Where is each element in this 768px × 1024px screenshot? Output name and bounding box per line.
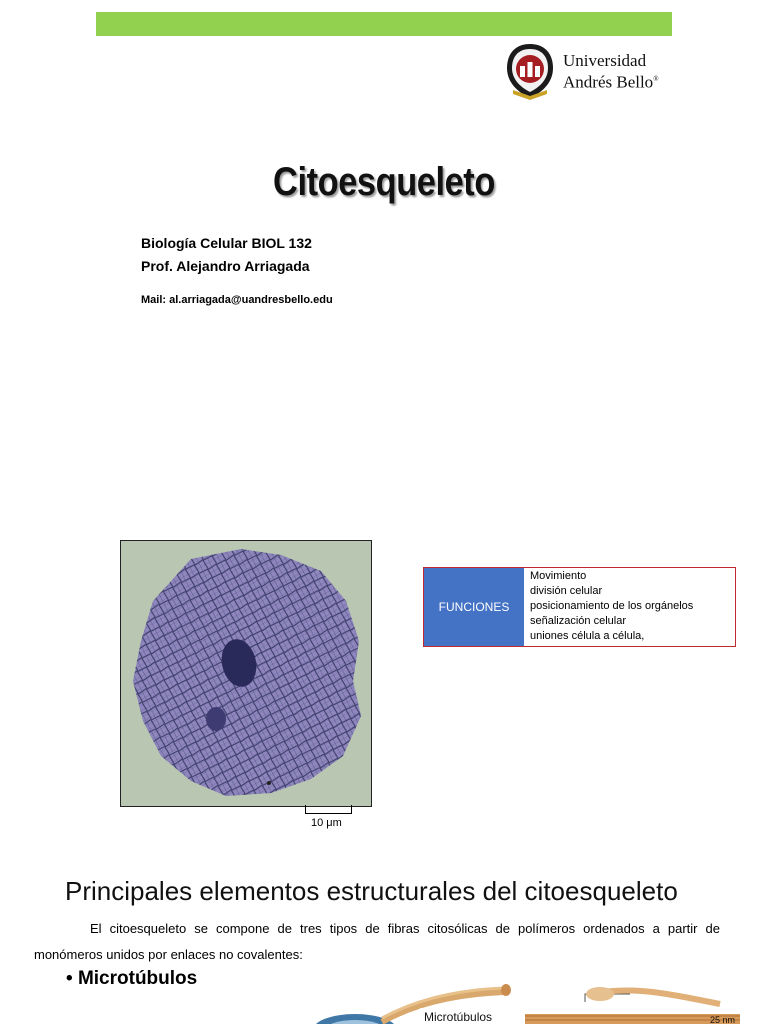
funcion-item: señalización celular (530, 615, 626, 627)
bottom-figure-label: Microtúbulos (424, 1010, 493, 1024)
university-name-line2: Andrés Bello (563, 72, 654, 92)
bottom-figure-size: 25 nm (710, 1015, 736, 1024)
course-name: Biología Celular BIOL 132 (141, 235, 312, 251)
section-heading: Principales elementos estructurales del citoesqueleto (65, 876, 678, 906)
intro-paragraph-text: El citoesqueleto se compone de tres tipos de fibras citosólicas de polímeros ordenados a partir de monómeros unidos por enlaces no covalentes: (34, 921, 720, 962)
course-info (141, 232, 312, 278)
registered-mark: ® (653, 75, 659, 83)
university-name (563, 52, 659, 92)
document-title: Citoesqueleto (273, 160, 495, 204)
funciones-header: FUNCIONES (424, 568, 524, 646)
bullet-dot: • (66, 968, 78, 989)
university-name-line1: Universidad (563, 51, 647, 70)
scale-bar-line (305, 805, 352, 814)
professor-mail: Mail: al.arriagada@uandresbello.edu (141, 294, 333, 306)
intro-paragraph (34, 916, 720, 968)
funcion-item: división celular (530, 585, 603, 597)
funcion-item: uniones célula a célula, (530, 630, 645, 642)
bullet-label: Microtúbulos (77, 968, 198, 989)
university-seal-icon (505, 42, 555, 100)
university-logo (505, 42, 675, 102)
funciones-table (423, 567, 736, 647)
scale-bar-label: 10 μm (311, 817, 342, 829)
top-accent-bar (96, 12, 672, 36)
bullet-microtubulos (66, 968, 197, 990)
funcion-item: Movimiento (530, 570, 587, 582)
funciones-list (524, 568, 735, 646)
cytoskeleton-micrograph (120, 540, 372, 807)
cell-image (121, 541, 371, 806)
professor-name: Prof. Alejandro Arriagada (141, 258, 310, 274)
microtubule-drawing (300, 978, 768, 1024)
microtubule-illustration (300, 978, 768, 1024)
scale-bar (305, 805, 355, 829)
funcion-item: posicionamiento de los orgánelos (530, 600, 694, 612)
